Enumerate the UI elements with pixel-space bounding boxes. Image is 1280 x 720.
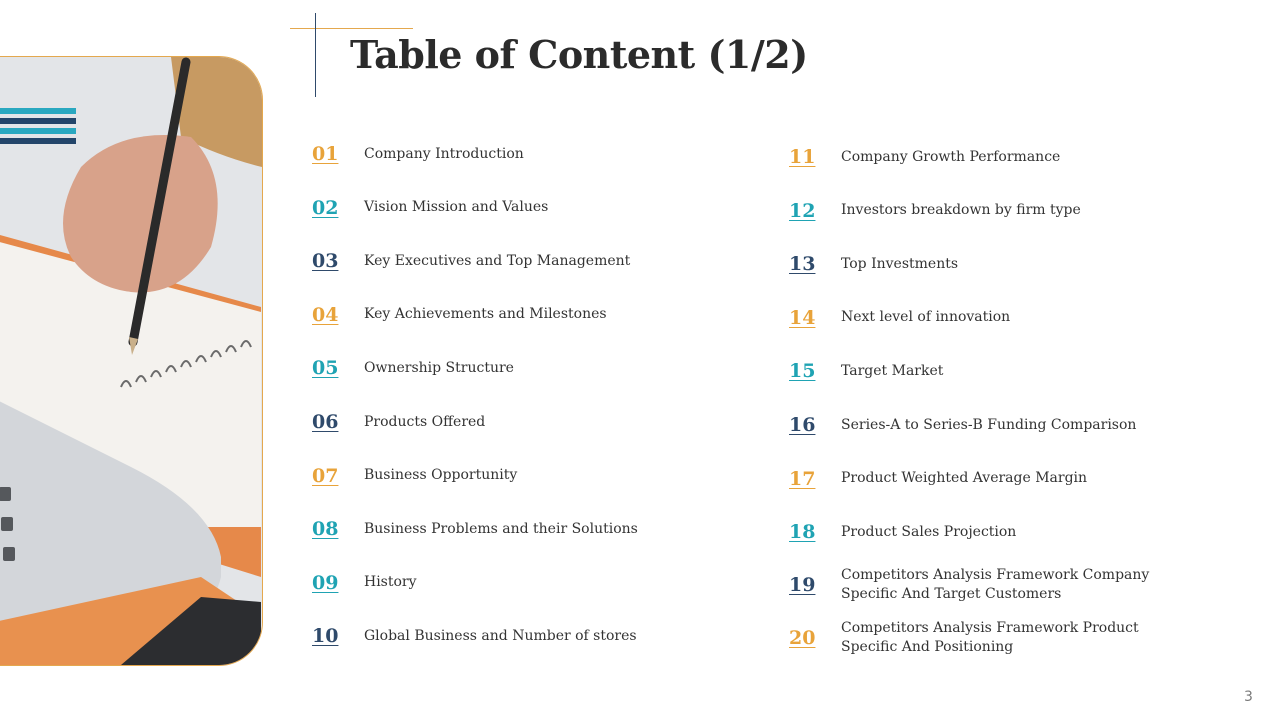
stripe-navy: [0, 138, 76, 144]
toc-item[interactable]: [312, 518, 638, 540]
toc-item-label: Vision Mission and Values: [364, 199, 549, 216]
toc-item[interactable]: [789, 146, 1060, 168]
toc-item-label: Products Offered: [364, 413, 486, 430]
toc-item[interactable]: [312, 250, 630, 272]
toc-item[interactable]: [312, 304, 607, 326]
toc-item[interactable]: [312, 572, 417, 594]
toc-item[interactable]: [789, 414, 1136, 436]
toc-item[interactable]: [789, 468, 1087, 490]
toc-item[interactable]: [789, 360, 943, 382]
toc-item-label: Competitors Analysis Framework Product Specific And Positioning: [841, 620, 1139, 656]
toc-item-number-link[interactable]: 05: [312, 357, 339, 380]
toc-item[interactable]: [789, 253, 958, 275]
toc-item-label: Competitors Analysis Framework Company Specific And Target Customers: [841, 566, 1150, 602]
toc-item-label: Business Opportunity: [364, 467, 518, 484]
toc-item-label: Top Investments: [841, 255, 959, 272]
toc-item[interactable]: [789, 521, 1016, 543]
toc-item-number-link[interactable]: 14: [789, 306, 816, 329]
toc-item-number-link[interactable]: 09: [312, 571, 339, 594]
slide-title: Table of Content (1/2): [350, 32, 808, 77]
toc-item-label: Investors breakdown by firm type: [841, 202, 1081, 219]
toc-item-number-link[interactable]: 11: [789, 146, 816, 168]
toc-item-number-link[interactable]: 19: [789, 573, 816, 596]
toc-item-label: Product Weighted Average Margin: [841, 470, 1088, 487]
toc-item-number-link[interactable]: 08: [312, 518, 339, 541]
stripe-teal: [0, 108, 76, 114]
decorative-stripes: [0, 108, 76, 150]
toc-item-number-link[interactable]: 06: [312, 411, 339, 433]
toc-item[interactable]: [312, 625, 637, 647]
toc-item-number-link[interactable]: 15: [789, 360, 816, 383]
toc-item-number-link[interactable]: 12: [789, 199, 816, 222]
toc-item-label: Company Introduction: [364, 145, 524, 162]
toc-item[interactable]: [312, 411, 485, 433]
toc-item[interactable]: [789, 307, 1010, 329]
toc-item-label: Series-A to Series-B Funding Comparison: [841, 416, 1137, 433]
stripe-navy: [0, 118, 76, 124]
toc-item-label: Next level of innovation: [841, 309, 1011, 326]
toc-item-label: Product Sales Projection: [841, 523, 1017, 540]
toc-item-label: Global Business and Number of stores: [364, 627, 637, 644]
toc-item-number-link[interactable]: 13: [789, 253, 816, 276]
decorative-line-horizontal: [290, 28, 413, 29]
toc-item-number-link[interactable]: 10: [312, 625, 339, 648]
toc-item[interactable]: [789, 566, 1149, 604]
toc-item-label: Company Growth Performance: [841, 148, 1061, 165]
toc-item[interactable]: [312, 197, 548, 219]
toc-item-label: Business Problems and their Solutions: [364, 520, 638, 537]
toc-item-number-link[interactable]: 02: [312, 196, 339, 219]
toc-item[interactable]: [312, 465, 517, 487]
toc-item-number-link[interactable]: 04: [312, 303, 339, 326]
toc-item-label: Target Market: [841, 362, 944, 379]
decorative-line-vertical: [315, 13, 316, 97]
page-number: 3: [1244, 689, 1253, 705]
toc-item-number-link[interactable]: 03: [312, 250, 339, 273]
toc-item-number-link[interactable]: 17: [789, 467, 816, 490]
toc-item-label: Ownership Structure: [364, 359, 514, 376]
toc-item-number-link[interactable]: 07: [312, 464, 339, 487]
stripe-teal: [0, 128, 76, 134]
toc-item-label: Key Executives and Top Management: [364, 252, 631, 269]
toc-item-label: Key Achievements and Milestones: [364, 306, 607, 323]
toc-item-number-link[interactable]: 01: [312, 143, 339, 165]
toc-item-number-link[interactable]: 16: [789, 414, 816, 436]
toc-item[interactable]: [789, 200, 1081, 222]
toc-item-number-link[interactable]: 18: [789, 521, 816, 544]
toc-item[interactable]: [789, 619, 1139, 657]
toc-item[interactable]: [312, 357, 514, 379]
toc-item-number-link[interactable]: 20: [789, 627, 816, 650]
toc-item[interactable]: [312, 143, 524, 165]
toc-item-label: History: [364, 574, 417, 591]
